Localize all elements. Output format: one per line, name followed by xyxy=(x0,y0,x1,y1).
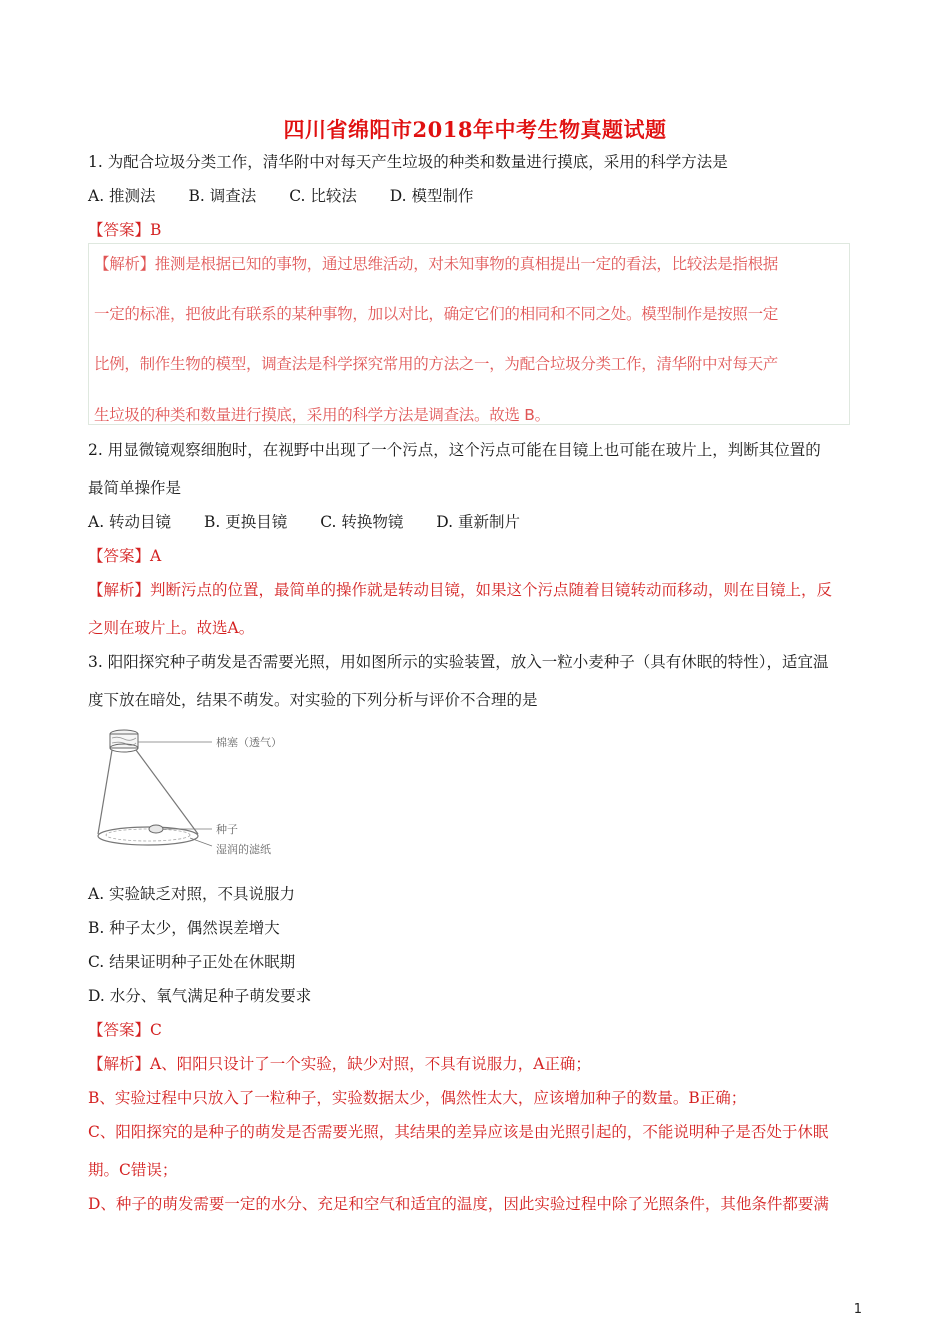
q1-analysis-line: 生垃圾的种类和数量进行摸底，采用的科学方法是调查法。故选 B。 xyxy=(94,406,550,424)
q3-option-b: B. 种子太少，偶然误差增大 xyxy=(88,919,280,937)
q2-analysis-line: 之则在玻片上。故选A。 xyxy=(88,619,255,637)
q3-analysis-line: B、实验过程中只放入了一粒种子，实验数据太少，偶然性太大，应该增加种子的数量。B正确； xyxy=(88,1089,747,1107)
question-3-stem-line: 度下放在暗处，结果不萌发。对实验的下列分析与评价不合理的是 xyxy=(88,691,538,709)
label-seed: 种子 xyxy=(216,823,238,836)
q2-option-c: C. 转换物镜 xyxy=(320,513,404,531)
question-3-answer: 【答案】C xyxy=(88,1021,162,1039)
question-2-stem-line: 最简单操作是 xyxy=(88,479,182,497)
q1-option-c: C. 比较法 xyxy=(289,187,357,205)
question-1-answer: 【答案】B xyxy=(88,221,162,239)
q3-analysis-line: 【解析】A、阳阳只设计了一个实验，缺少对照，不具有说服力，A正确； xyxy=(88,1055,591,1073)
q3-option-d: D. 水分、氧气满足种子萌发要求 xyxy=(88,987,312,1005)
question-2-stem-line: 2. 用显微镜观察细胞时，在视野中出现了一个污点，这个污点可能在目镜上也可能在玻片上，判断其位置的 xyxy=(88,441,821,459)
q3-analysis-line: C、阳阳探究的是种子的萌发是否需要光照，其结果的差异应该是由光照引起的，不能说明种子是否处于休眠 xyxy=(88,1123,829,1141)
question-3-stem-line: 3. 阳阳探究种子萌发是否需要光照，用如图所示的实验装置，放入一粒小麦种子（具有休眠的特性），适宜温 xyxy=(88,653,829,671)
cotton-plug-icon xyxy=(110,730,138,752)
seed-germination-apparatus-figure xyxy=(94,722,304,862)
q2-option-a: A. 转动目镜 xyxy=(88,513,172,531)
q1-option-a: A. 推测法 xyxy=(88,187,156,205)
question-2-answer: 【答案】A xyxy=(88,547,162,565)
q1-analysis-line: 一定的标准，把彼此有联系的某种事物，加以对比，确定它们的相同和不同之处。模型制作是按照一定 xyxy=(94,305,779,323)
page-number: 1 xyxy=(853,1302,862,1317)
q3-analysis-line: D、种子的萌发需要一定的水分、充足和空气和适宜的温度，因此实验过程中除了光照条件，其他条件都要满 xyxy=(88,1195,829,1213)
q3-option-a: A. 实验缺乏对照，不具说服力 xyxy=(88,885,296,903)
q2-analysis-line: 【解析】判断污点的位置，最简单的操作就是转动目镜，如果这个污点随着目镜转动而移动，则在目镜上，反 xyxy=(88,581,833,599)
question-1-stem: 1. 为配合垃圾分类工作，清华附中对每天产生垃圾的种类和数量进行摸底，采用的科学方法是 xyxy=(88,153,728,171)
flask-icon xyxy=(98,750,198,845)
label-wet-filter-paper: 湿润的滤纸 xyxy=(216,843,271,856)
question-2-options xyxy=(88,512,548,532)
q1-option-b: B. 调查法 xyxy=(188,187,257,205)
seed-icon xyxy=(149,825,163,833)
label-cotton-plug: 棉塞（透气） xyxy=(216,736,282,749)
q1-option-d: D. 模型制作 xyxy=(389,187,474,205)
q3-option-c: C. 结果证明种子正处在休眠期 xyxy=(88,953,296,971)
q2-option-d: D. 重新制片 xyxy=(436,513,521,531)
question-1-options xyxy=(88,186,502,206)
q1-analysis-line: 比例，制作生物的模型，调查法是科学探究常用的方法之一，为配合垃圾分类工作，清华附中对每天产 xyxy=(94,355,779,373)
q3-analysis-line: 期。C错误； xyxy=(88,1161,178,1179)
q2-option-b: B. 更换目镜 xyxy=(204,513,288,531)
page-title: 四川省绵阳市2018年中考生物真题试题 xyxy=(283,117,667,142)
q1-analysis-line: 【解析】推测是根据已知的事物，通过思维活动，对未知事物的真相提出一定的看法，比较法是指根据 xyxy=(94,255,779,273)
